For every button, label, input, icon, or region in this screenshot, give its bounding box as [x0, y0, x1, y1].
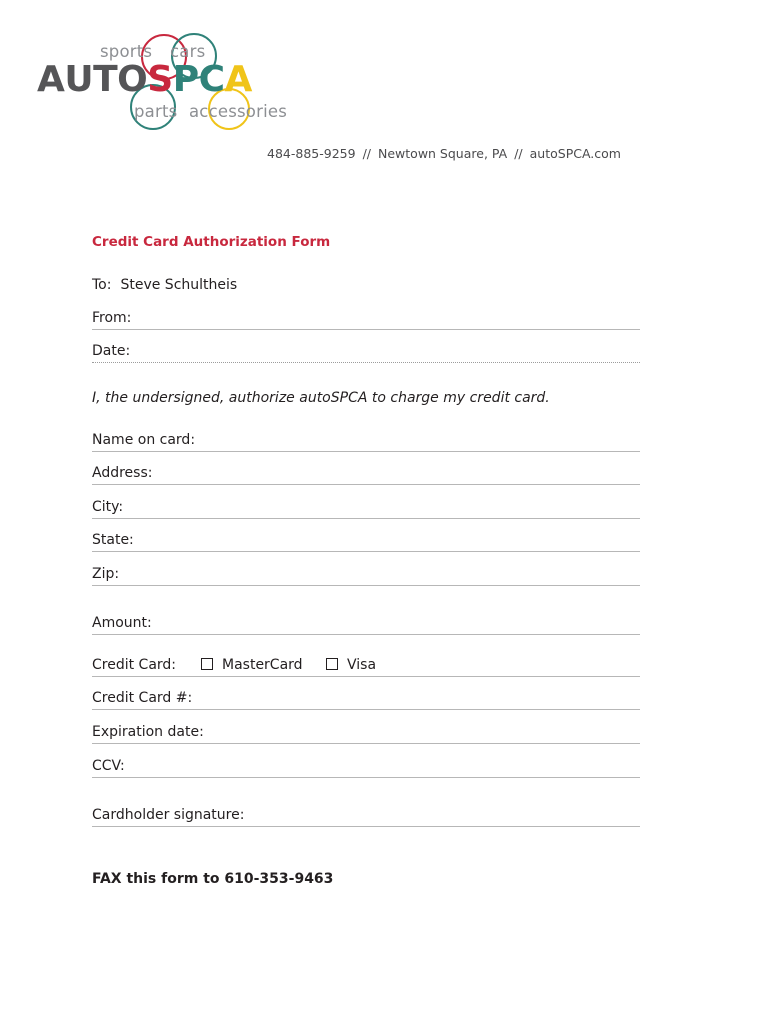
mastercard-option[interactable]: [201, 657, 303, 673]
logo-letter: T: [93, 59, 118, 100]
logo-letter: C: [198, 59, 225, 100]
autospca-logo: [0, 0, 300, 140]
name-on-card-field[interactable]: [92, 431, 640, 452]
city-label: City:: [92, 499, 124, 515]
fax-instruction: FAX this form to 610-353-9463: [92, 871, 334, 887]
logo-letter: S: [147, 59, 173, 100]
logo-word-cars: cars: [170, 42, 206, 61]
separator: //: [362, 146, 371, 161]
form-title: Credit Card Authorization Form: [92, 234, 331, 250]
logo-word-accessories: accessories: [189, 102, 288, 121]
credit-card-label: Credit Card:: [92, 657, 177, 673]
phone-number: 484-885-9259: [267, 146, 356, 161]
credit-card-number-field[interactable]: [92, 689, 640, 710]
logo-letter: P: [172, 59, 199, 100]
expiration-date-label: Expiration date:: [92, 724, 204, 740]
to-line: [92, 277, 237, 293]
logo-word-sports: sports: [100, 42, 153, 61]
visa-option[interactable]: [326, 657, 376, 673]
zip-field[interactable]: [92, 565, 640, 586]
visa-label: Visa: [347, 657, 377, 673]
state-field[interactable]: [92, 531, 640, 552]
website-link[interactable]: autoSPCA.com: [529, 146, 621, 161]
from-field[interactable]: [92, 309, 640, 330]
separator: //: [514, 146, 523, 161]
date-field[interactable]: [92, 342, 640, 363]
location: Newtown Square, PA: [378, 146, 508, 161]
credit-card-number-label: Credit Card #:: [92, 690, 193, 706]
ccv-field[interactable]: [92, 757, 640, 778]
logo-letter: U: [64, 59, 94, 100]
to-value: Steve Schultheis: [120, 277, 238, 293]
name-on-card-label: Name on card:: [92, 432, 196, 448]
logo-word-parts: parts: [134, 102, 178, 121]
state-label: State:: [92, 532, 134, 548]
to-label: To:: [92, 277, 112, 293]
cardholder-signature-label: Cardholder signature:: [92, 807, 245, 823]
address-label: Address:: [92, 465, 153, 481]
authorization-statement: I, the undersigned, authorize autoSPCA to charge my credit card.: [92, 390, 550, 406]
from-label: From:: [92, 310, 132, 326]
logo-letter: A: [224, 59, 252, 100]
ccv-label: CCV:: [92, 758, 125, 774]
logo-letter: O: [117, 59, 148, 100]
logo-brand-name: [37, 59, 252, 100]
mastercard-label: MasterCard: [222, 657, 303, 673]
date-label: Date:: [92, 343, 131, 359]
logo-letter: A: [37, 59, 65, 100]
amount-label: Amount:: [92, 615, 152, 631]
expiration-date-field[interactable]: [92, 723, 640, 744]
credit-card-type-row: [92, 656, 640, 677]
zip-label: Zip:: [92, 566, 120, 582]
address-field[interactable]: [92, 464, 640, 485]
amount-field[interactable]: [92, 614, 640, 635]
city-field[interactable]: [92, 498, 640, 519]
visa-checkbox[interactable]: [326, 658, 338, 670]
contact-line: [267, 146, 621, 161]
cardholder-signature-field[interactable]: [92, 806, 640, 827]
mastercard-checkbox[interactable]: [201, 658, 213, 670]
